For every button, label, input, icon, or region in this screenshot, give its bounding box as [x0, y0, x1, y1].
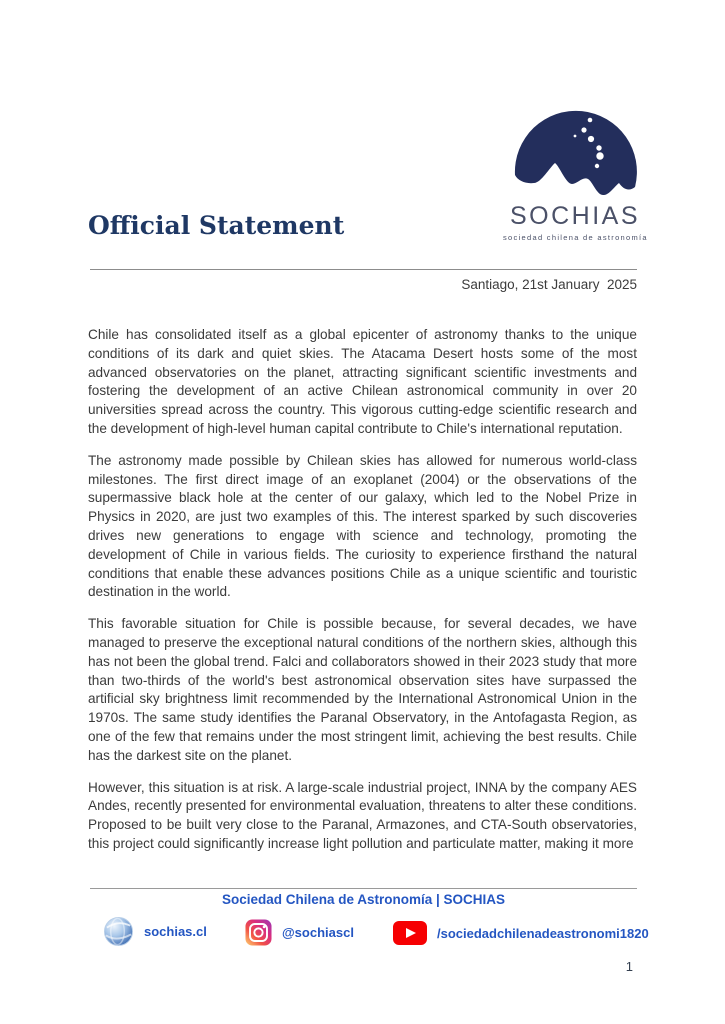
paragraph: The astronomy made possible by Chilean skies has allowed for numerous world-class milestones. The first direct image of an exoplanet (2004) or the observations of the supermassive black hole at the center of our galaxy, which led to the Nobel Prize in Physics in 2020, are just two examples of this. The interest sparked by such discoveries drives new generations to engage with science and technology, promoting the development of Chile in various fields. The curiosity to experience firsthand the natural conditions that enable these advances positions Chile as a unique scientific and touristic destination in the world. — [88, 452, 637, 600]
page-title: Official Statement — [88, 211, 345, 240]
website-link[interactable] — [103, 916, 207, 947]
paragraph: Chile has consolidated itself as a global epicenter of astronomy thanks to the unique conditions of its dark and quiet skies. The Atacama Desert hosts some of the most advanced observatories on the planet, attracting significant scientific investments and fostering the development of an active Chilean astronomical community in over 20 universities spread across the country. This vigorous cutting-edge scientific research and the development of high-level human capital contribute to Chile's international reputation. — [88, 327, 637, 436]
youtube-link-label: /sociedadchilenadeastronomi1820 — [437, 925, 649, 941]
website-link-label: sochias.cl — [144, 924, 207, 939]
instagram-link[interactable] — [245, 919, 354, 946]
footer-title: Sociedad Chilena de Astronomía | SOCHIAS — [221, 892, 506, 907]
footer-divider — [90, 888, 637, 889]
sochias-logo — [503, 95, 647, 242]
paragraph: However, this situation is at risk. A large-scale industrial project, INNA by the company AES Andes, recently presented for environmental evaluation, threatens to alter these conditions. Proposed to be built very close to the Paranal, Armazones, and CTA-South observatories, this project could significantly increase light pollution and particulate matter, making it more — [88, 779, 637, 851]
youtube-icon — [393, 921, 427, 945]
logo-tagline: sociedad chilena de astronomía — [503, 233, 648, 242]
logo-wordmark: SOCHIAS — [509, 202, 641, 230]
paragraph: This favorable situation for Chile is possible because, for several decades, we have managed to preserve the exceptional natural conditions of the northern skies, although this has not been the global trend. Falci and collaborators showed in their 2023 study that more than two-thirds of the world's best astronomical observation sites have surpassed the artificial sky brightness limit recommended by the International Astronomical Union in the 1970s. The same study identifies the Paranal Observatory, in the Antofagasta Region, as one of the few that remains under the most stringent limit, achieving the best results. Chile has the darkest site on the planet. — [88, 616, 637, 763]
instagram-icon — [245, 919, 272, 946]
youtube-link[interactable] — [393, 921, 649, 945]
header-divider — [90, 269, 637, 270]
statement-body — [88, 326, 637, 854]
page-number: 1 — [625, 959, 633, 974]
sochias-logo-mark-icon — [509, 95, 641, 205]
globe-icon — [103, 916, 134, 947]
date-line: Santiago, 21st January 2025 — [461, 277, 637, 292]
instagram-link-label: @sochiascl — [282, 925, 354, 940]
